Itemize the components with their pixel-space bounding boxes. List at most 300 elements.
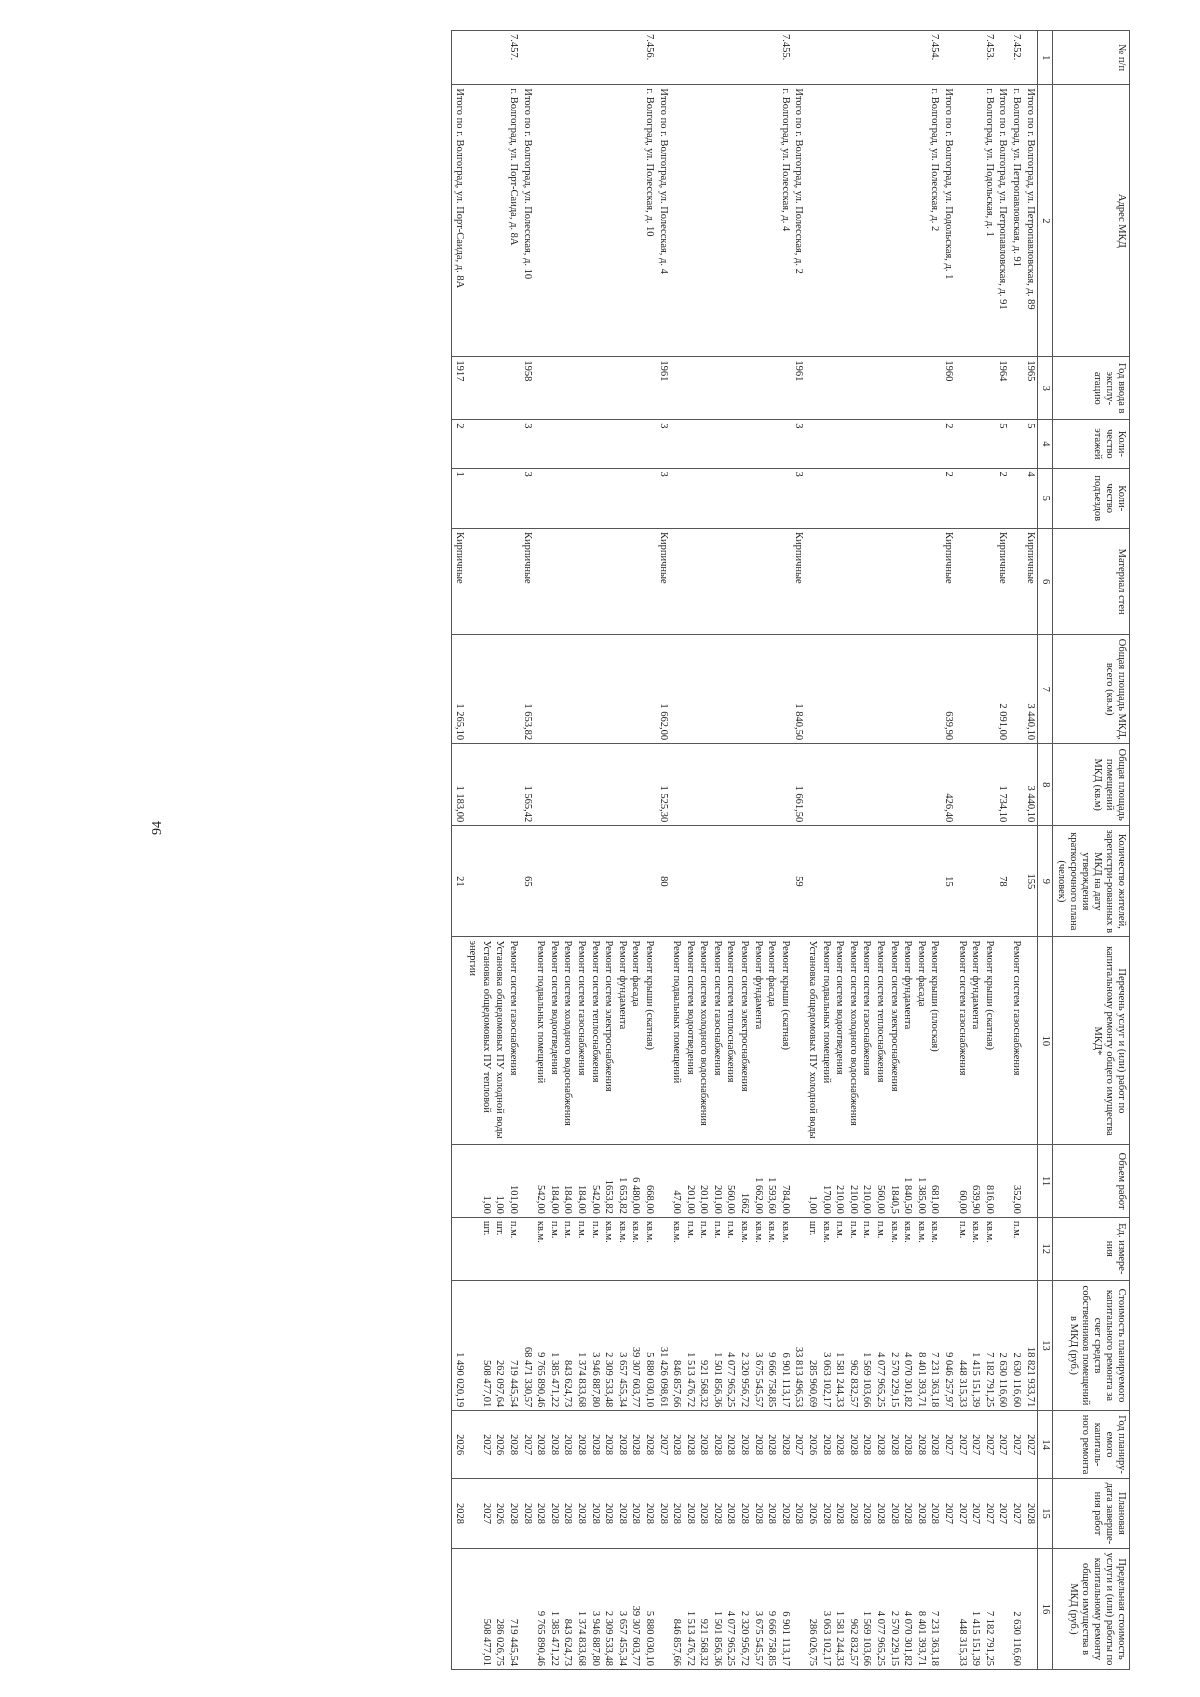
table-cell xyxy=(683,31,697,85)
table-row xyxy=(574,31,588,1670)
table-cell xyxy=(778,357,792,420)
table-cell: п.м. xyxy=(724,1217,738,1280)
table-cell: Ремонт систем холодного водоснабжения xyxy=(561,937,575,1145)
table-cell xyxy=(805,744,819,826)
table-cell xyxy=(574,357,588,420)
table-cell xyxy=(588,826,602,937)
table-cell: п.м. xyxy=(846,1217,860,1280)
table-cell: кв.м. xyxy=(765,1217,779,1280)
table-cell: 1 662,00 xyxy=(751,1145,765,1218)
table-cell: 448 315,33 xyxy=(955,1280,969,1411)
table-row xyxy=(561,31,575,1670)
table-row xyxy=(941,31,955,1670)
table-cell xyxy=(805,85,819,357)
table-cell: Ремонт фасада xyxy=(914,937,928,1145)
capital-repair-table xyxy=(451,30,1130,1670)
table-cell: 2 309 533,48 xyxy=(602,1280,616,1411)
table-cell xyxy=(1009,357,1023,420)
table-cell xyxy=(860,468,874,528)
table-cell xyxy=(778,635,792,744)
table-cell: Итого по г. Волгоград, ул. Петропавловская, д. 91 xyxy=(996,85,1010,357)
table-cell: 3 946 887,80 xyxy=(588,1280,602,1411)
table-cell xyxy=(534,635,548,744)
table-cell xyxy=(506,468,520,528)
table-row xyxy=(969,31,983,1670)
table-cell: 2028 xyxy=(602,1411,616,1479)
table-cell xyxy=(670,528,684,634)
table-cell xyxy=(996,1217,1010,1280)
table-cell xyxy=(778,826,792,937)
table-cell xyxy=(493,744,507,826)
column-header: Количество жителей, зарегистри-рованных в МКД на дату утверждения краткосрочного плана (человек) xyxy=(1052,826,1129,937)
table-cell: 1 661,50 xyxy=(792,744,806,826)
table-cell xyxy=(887,85,901,357)
table-row xyxy=(738,31,752,1670)
table-cell xyxy=(697,357,711,420)
table-cell xyxy=(656,937,670,1145)
table-cell xyxy=(805,468,819,528)
table-cell xyxy=(493,420,507,468)
table-cell: 4 070 301,82 xyxy=(901,1549,915,1670)
table-cell: 7 182 791,25 xyxy=(982,1280,996,1411)
table-cell xyxy=(751,420,765,468)
table-row xyxy=(506,31,520,1670)
table-cell xyxy=(656,1217,670,1280)
table-cell: п.м. xyxy=(547,1217,561,1280)
table-cell: Ремонт систем водоотведения xyxy=(833,937,847,1145)
column-header: Год планиру-емого капиталь-ного ремонта xyxy=(1052,1411,1129,1479)
table-cell: 2028 xyxy=(833,1478,847,1548)
table-cell xyxy=(914,528,928,634)
table-cell xyxy=(860,635,874,744)
table-cell xyxy=(805,357,819,420)
table-cell xyxy=(819,31,833,85)
table-row xyxy=(710,31,724,1670)
table-cell xyxy=(738,528,752,634)
table-row xyxy=(914,31,928,1670)
table-row xyxy=(805,31,819,1670)
table-cell xyxy=(765,468,779,528)
table-cell: 286 026,75 xyxy=(805,1549,819,1670)
table-cell: 31 426 098,61 xyxy=(656,1280,670,1411)
table-cell: 816,00 xyxy=(982,1145,996,1218)
table-cell xyxy=(547,635,561,744)
table-cell: 2 309 533,48 xyxy=(602,1549,616,1670)
table-row xyxy=(819,31,833,1670)
table-cell xyxy=(765,826,779,937)
table-cell: п.м. xyxy=(574,1217,588,1280)
table-cell xyxy=(466,826,493,937)
table-cell xyxy=(846,420,860,468)
table-cell: Ремонт систем газоснабжения xyxy=(574,937,588,1145)
table-cell xyxy=(1009,468,1023,528)
table-body xyxy=(452,31,1038,1670)
table-cell: 846 857,66 xyxy=(670,1549,684,1670)
table-cell xyxy=(873,635,887,744)
table-cell: 2028 xyxy=(928,1478,942,1548)
table-row xyxy=(778,31,792,1670)
table-cell: 2028 xyxy=(765,1478,779,1548)
table-cell: 2 570 229,15 xyxy=(887,1280,901,1411)
table-cell: 2028 xyxy=(873,1411,887,1479)
table-cell: 681,00 xyxy=(928,1145,942,1218)
table-cell xyxy=(982,420,996,468)
table-cell: 2 320 956,72 xyxy=(738,1549,752,1670)
table-cell: шт. xyxy=(493,1217,507,1280)
table-cell xyxy=(697,635,711,744)
table-cell xyxy=(792,937,806,1145)
table-cell: кв.м. xyxy=(969,1217,983,1280)
table-cell: 2028 xyxy=(642,1411,656,1479)
table-cell xyxy=(574,528,588,634)
table-cell xyxy=(833,528,847,634)
table-row xyxy=(982,31,996,1670)
table-cell xyxy=(602,744,616,826)
table-cell: 1,00 xyxy=(466,1145,493,1218)
table-cell: 6 901 113,17 xyxy=(778,1549,792,1670)
table-cell: 2028 xyxy=(574,1411,588,1479)
table-cell xyxy=(765,85,779,357)
table-cell: 2028 xyxy=(615,1411,629,1479)
table-cell: Ремонт систем электроснабжения xyxy=(738,937,752,1145)
table-cell: 2 630 116,60 xyxy=(1009,1549,1023,1670)
table-cell: 2028 xyxy=(506,1411,520,1479)
table-cell xyxy=(873,468,887,528)
column-number: 12 xyxy=(1037,1217,1052,1280)
table-cell xyxy=(901,31,915,85)
table-cell xyxy=(561,31,575,85)
table-cell xyxy=(574,85,588,357)
table-cell: 7.456. xyxy=(642,31,656,85)
table-cell xyxy=(955,826,969,937)
table-cell xyxy=(534,357,548,420)
table-cell: 2028 xyxy=(751,1478,765,1548)
table-cell: 2 320 956,72 xyxy=(738,1280,752,1411)
table-cell xyxy=(738,744,752,826)
table-cell: 962 832,57 xyxy=(846,1280,860,1411)
table-cell xyxy=(697,85,711,357)
table-cell: 1961 xyxy=(792,357,806,420)
table-cell: 68 471 330,57 xyxy=(520,1280,534,1411)
table-cell xyxy=(819,85,833,357)
table-cell: Ремонт систем газоснабжения xyxy=(710,937,724,1145)
table-cell xyxy=(493,31,507,85)
table-cell: 3 xyxy=(656,420,670,468)
table-cell: 3 675 545,57 xyxy=(751,1280,765,1411)
table-cell: 5 880 030,10 xyxy=(642,1280,656,1411)
table-cell xyxy=(833,468,847,528)
table-cell xyxy=(574,420,588,468)
table-cell xyxy=(941,1217,955,1280)
table-cell: 3 063 102,17 xyxy=(819,1280,833,1411)
column-number: 3 xyxy=(1037,357,1052,420)
table-cell: кв.м. xyxy=(738,1217,752,1280)
table-cell xyxy=(534,826,548,937)
column-header: Стоимость планируемого капитального ремонта за счет средств собственников помещений в МКД (руб.) xyxy=(1052,1280,1129,1411)
table-cell xyxy=(887,744,901,826)
table-cell xyxy=(561,357,575,420)
table-cell xyxy=(751,31,765,85)
table-cell xyxy=(506,420,520,468)
table-cell xyxy=(547,826,561,937)
table-cell xyxy=(710,420,724,468)
table-cell xyxy=(819,420,833,468)
table-cell: 1 265,10 xyxy=(452,635,466,744)
table-cell xyxy=(901,635,915,744)
table-cell: г. Волгоград, ул. Петропавловская, д. 91 xyxy=(1009,85,1023,357)
table-cell xyxy=(629,744,643,826)
table-cell xyxy=(792,1145,806,1218)
table-cell xyxy=(710,85,724,357)
table-cell: Ремонт систем теплоснабжения xyxy=(588,937,602,1145)
table-cell: п.м. xyxy=(833,1217,847,1280)
table-cell xyxy=(914,826,928,937)
table-cell xyxy=(493,85,507,357)
table-cell xyxy=(1023,1145,1037,1218)
table-cell xyxy=(629,635,643,744)
column-header: Адрес МКД xyxy=(1052,85,1129,357)
table-cell xyxy=(466,528,493,634)
table-cell xyxy=(778,468,792,528)
table-cell: 2026 xyxy=(493,1411,507,1479)
table-cell: Ремонт фасада xyxy=(765,937,779,1145)
table-cell: Кирпичные xyxy=(996,528,1010,634)
table-row xyxy=(928,31,942,1670)
table-cell xyxy=(602,826,616,937)
table-cell: шт. xyxy=(466,1217,493,1280)
table-cell: 1,00 xyxy=(805,1145,819,1218)
table-cell: 2 091,00 xyxy=(996,635,1010,744)
table-row xyxy=(452,31,466,1670)
table-cell: п.м. xyxy=(697,1217,711,1280)
table-cell xyxy=(751,357,765,420)
table-cell xyxy=(683,357,697,420)
table-cell: 2028 xyxy=(710,1411,724,1479)
table-cell xyxy=(873,420,887,468)
table-cell xyxy=(534,744,548,826)
table-cell: п.м. xyxy=(1009,1217,1023,1280)
table-cell xyxy=(683,635,697,744)
table-cell xyxy=(670,31,684,85)
table-cell: 921 568,32 xyxy=(697,1549,711,1670)
table-cell: Ремонт подвальных помещений xyxy=(534,937,548,1145)
table-cell: п.м. xyxy=(873,1217,887,1280)
table-row xyxy=(846,31,860,1670)
table-cell xyxy=(941,1145,955,1218)
table-cell xyxy=(778,744,792,826)
table-cell: 2028 xyxy=(778,1411,792,1479)
column-header: Общая площадь помещений МКД (кв.м) xyxy=(1052,744,1129,826)
table-cell xyxy=(629,420,643,468)
table-cell: 15 xyxy=(941,826,955,937)
table-cell xyxy=(873,826,887,937)
table-cell: 7.455. xyxy=(778,31,792,85)
table-cell: 2028 xyxy=(846,1411,860,1479)
table-cell: 448 315,33 xyxy=(955,1549,969,1670)
table-cell: 7 231 363,18 xyxy=(928,1549,942,1670)
table-cell xyxy=(574,826,588,937)
table-cell: 2027 xyxy=(792,1411,806,1479)
table-cell: 843 624,73 xyxy=(561,1549,575,1670)
table-cell xyxy=(928,528,942,634)
table-cell xyxy=(670,420,684,468)
table-cell xyxy=(819,635,833,744)
table-cell: 2028 xyxy=(846,1478,860,1548)
table-cell xyxy=(1023,1217,1037,1280)
column-header: Материал стен xyxy=(1052,528,1129,634)
table-cell xyxy=(547,744,561,826)
table-cell: 1961 xyxy=(656,357,670,420)
table-cell: 8 401 393,71 xyxy=(914,1280,928,1411)
column-number: 16 xyxy=(1037,1549,1052,1670)
table-cell xyxy=(534,468,548,528)
table-cell: 2028 xyxy=(792,1478,806,1548)
table-cell: Ремонт систем теплоснабжения xyxy=(724,937,738,1145)
table-cell: 47,00 xyxy=(670,1145,684,1218)
table-cell xyxy=(683,744,697,826)
table-cell xyxy=(996,31,1010,85)
table-cell: 2026 xyxy=(493,1478,507,1548)
table-cell xyxy=(520,1549,534,1670)
table-cell: 2028 xyxy=(534,1478,548,1548)
table-cell xyxy=(452,1549,466,1670)
table-cell: 18 821 933,71 xyxy=(1023,1280,1037,1411)
table-cell: 784,00 xyxy=(778,1145,792,1218)
table-cell: 2026 xyxy=(452,1411,466,1479)
page-number: 94 xyxy=(150,821,165,835)
column-number: 1 xyxy=(1037,31,1052,85)
table-cell: 9 666 758,85 xyxy=(765,1549,779,1670)
table-cell xyxy=(670,85,684,357)
table-cell xyxy=(642,528,656,634)
table-cell xyxy=(697,468,711,528)
table-cell xyxy=(982,635,996,744)
table-cell: 59 xyxy=(792,826,806,937)
table-cell xyxy=(982,468,996,528)
table-cell: п.м. xyxy=(506,1217,520,1280)
table-cell: Ремонт фундамента xyxy=(751,937,765,1145)
table-cell xyxy=(466,744,493,826)
table-cell: 1 662,00 xyxy=(656,635,670,744)
table-cell: 2028 xyxy=(683,1478,697,1548)
table-cell xyxy=(901,744,915,826)
table-cell xyxy=(846,744,860,826)
table-cell: 542,00 xyxy=(588,1145,602,1218)
table-cell: 7.452. xyxy=(1009,31,1023,85)
table-cell: 6 480,00 xyxy=(629,1145,643,1218)
table-cell xyxy=(466,635,493,744)
table-cell: 2028 xyxy=(642,1478,656,1548)
column-header: Коли-чество этажей xyxy=(1052,420,1129,468)
table-cell xyxy=(547,468,561,528)
table-cell xyxy=(805,31,819,85)
table-cell: 210,00 xyxy=(833,1145,847,1218)
table-cell: 201,00 xyxy=(697,1145,711,1218)
table-cell: Ремонт крыши (скатная) xyxy=(778,937,792,1145)
table-cell: Ремонт систем холодного водоснабжения xyxy=(697,937,711,1145)
table-cell xyxy=(493,635,507,744)
table-cell: 3 440,10 xyxy=(1023,744,1037,826)
table-cell: Ремонт фундамента xyxy=(901,937,915,1145)
table-cell xyxy=(738,635,752,744)
table-cell: г. Волгоград, ул. Подольская, д. 1 xyxy=(982,85,996,357)
table-cell: 508 477,01 xyxy=(466,1549,493,1670)
table-cell xyxy=(452,1217,466,1280)
table-cell xyxy=(629,468,643,528)
table-cell: 1 565,42 xyxy=(520,744,534,826)
table-cell xyxy=(996,937,1010,1145)
table-cell xyxy=(860,744,874,826)
table-cell: Ремонт систем газоснабжения xyxy=(955,937,969,1145)
table-cell: 1 513 476,72 xyxy=(683,1549,697,1670)
table-cell xyxy=(561,744,575,826)
table-cell xyxy=(765,635,779,744)
table-cell xyxy=(969,85,983,357)
table-cell xyxy=(724,635,738,744)
table-cell: 2 xyxy=(941,420,955,468)
table-cell xyxy=(683,468,697,528)
table-cell xyxy=(724,357,738,420)
table-cell xyxy=(602,528,616,634)
table-cell xyxy=(901,85,915,357)
table-cell: Кирпичные xyxy=(520,528,534,634)
table-cell: 1 374 833,68 xyxy=(574,1549,588,1670)
table-cell: 78 xyxy=(996,826,1010,937)
table-cell: 8 401 393,71 xyxy=(914,1549,928,1670)
column-header: Объем работ xyxy=(1052,1145,1129,1218)
table-cell xyxy=(751,468,765,528)
table-cell xyxy=(615,744,629,826)
table-cell xyxy=(670,357,684,420)
table-cell xyxy=(602,468,616,528)
table-cell: Ремонт крыши (скатная) xyxy=(982,937,996,1145)
table-cell xyxy=(561,826,575,937)
table-cell: г. Волгоград, ул. Порт-Саида, д. 8А xyxy=(506,85,520,357)
table-cell: 2027 xyxy=(466,1478,493,1548)
table-cell: 1840,5 xyxy=(887,1145,901,1218)
table-cell xyxy=(901,468,915,528)
table-cell xyxy=(697,826,711,937)
table-cell xyxy=(656,1145,670,1218)
table-cell: 2028 xyxy=(724,1478,738,1548)
table-cell xyxy=(670,635,684,744)
table-cell xyxy=(819,468,833,528)
table-cell xyxy=(588,357,602,420)
table-cell xyxy=(574,635,588,744)
table-cell: 155 xyxy=(1023,826,1037,937)
table-cell: 560,00 xyxy=(724,1145,738,1218)
table-cell xyxy=(506,635,520,744)
table-cell xyxy=(1023,31,1037,85)
table-cell xyxy=(588,528,602,634)
table-cell: п.м. xyxy=(588,1217,602,1280)
table-cell xyxy=(452,1145,466,1218)
table-cell xyxy=(969,826,983,937)
table-cell: 2027 xyxy=(941,1478,955,1548)
table-cell xyxy=(765,31,779,85)
table-cell: Кирпичные xyxy=(452,528,466,634)
table-cell xyxy=(710,468,724,528)
table-cell: п.м. xyxy=(561,1217,575,1280)
table-cell: 1 840,50 xyxy=(901,1145,915,1218)
table-cell: 2027 xyxy=(1009,1478,1023,1548)
table-cell xyxy=(751,635,765,744)
table-cell: Ремонт подвальных помещений xyxy=(819,937,833,1145)
table-cell: 2028 xyxy=(901,1478,915,1548)
table-row xyxy=(547,31,561,1670)
column-header: Год ввода в эксплу-атацию xyxy=(1052,357,1129,420)
table-row xyxy=(1023,31,1037,1670)
